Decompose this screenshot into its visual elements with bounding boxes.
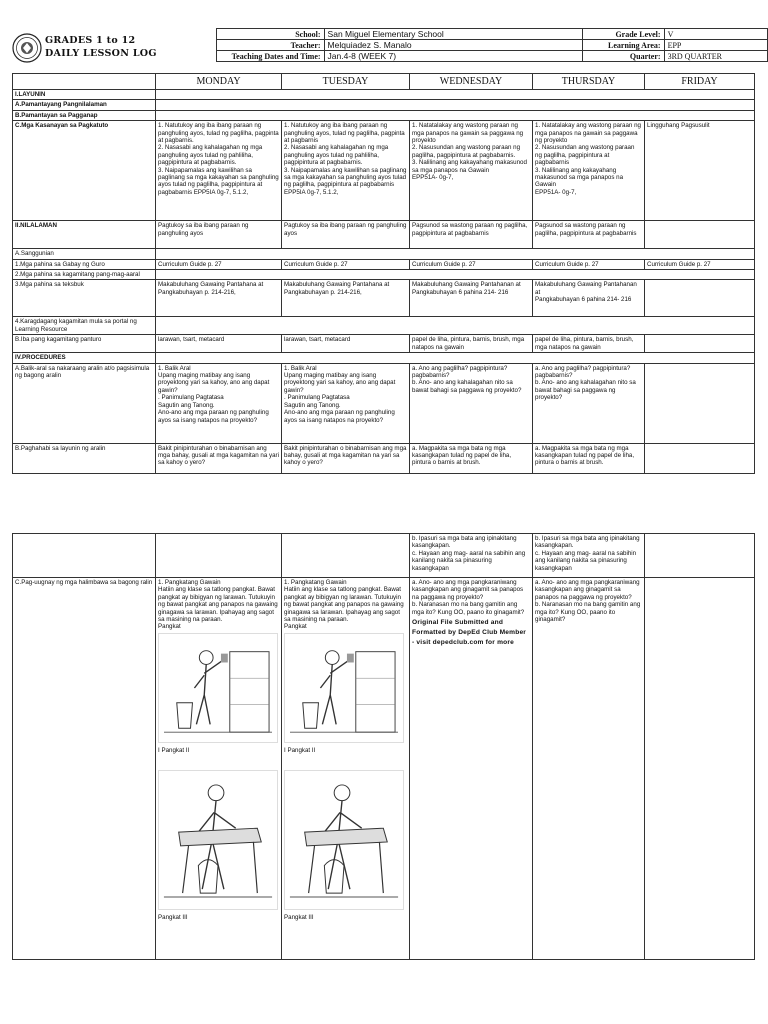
lesson-log-table-continued — [12, 533, 755, 960]
table-row — [13, 280, 755, 317]
lesson-log-table — [12, 73, 755, 474]
table-row — [13, 221, 755, 249]
row-label-pagganap: B.Pamantayan sa Pagganap — [13, 110, 156, 120]
balik-aral-thursday: a. Ano ang paglilha? pagpipintura? pagbabarnis? b. Ano- ano ang kahalagahan nito sa bawat bahagi sa paggawa ng proyekto? — [533, 363, 645, 443]
row-label-pag-uugnay: C.Pag-uugnay ng mga halimbawa sa bagong ralin — [13, 578, 156, 960]
table-row — [13, 353, 755, 363]
day-friday: FRIDAY — [645, 74, 755, 90]
pag-uugnay-monday-cell — [156, 578, 282, 960]
table-row — [13, 317, 755, 335]
logo-title — [45, 34, 157, 60]
row-label-procedures: IV.PROCEDURES — [13, 353, 156, 363]
caption-monday-2: Pangkat III — [158, 914, 188, 922]
grade-value: V — [664, 29, 767, 40]
table-row — [13, 534, 755, 578]
day-header-row — [13, 74, 755, 90]
paghahabi-wednesday: a. Magpakita sa mga bata ng mga kasangkapan tulad ng papel de liha, pintura o barnis at brush. — [410, 443, 533, 473]
paghahabi-monday: Bakit pinipinturahan o binabarnisan ang mga bahay, gusali at mga kagamitan na yari sa kahoy o yero? — [156, 443, 282, 473]
promo-note: Original File Submitted and Formatted by DepEd Club Member - visit depedclub.com for more — [412, 619, 527, 647]
row-label-layunin: I.LAYUNIN — [13, 90, 156, 100]
caption-tuesday-1: I Pangkat II — [284, 746, 316, 754]
day-monday: MONDAY — [156, 74, 282, 90]
row-label-balik-aral: A.Balik-aral sa nakaraang aralin at/o pagsisimula ng bagong aralin — [13, 363, 156, 443]
deped-seal-icon — [12, 33, 42, 63]
table-row — [13, 443, 755, 473]
pag-uugnay-tuesday: 1. Pangkatang Gawain Hatiin ang klase sa tatlong pangkat. Bawat pangkat ay bibigyan ng larawan. Tutukuyin ng bawat pangkat ang panapos na gawaing ginagawa sa larawan. Ipahayag ang sagot sa masining na paraan. Pangkat — [284, 579, 404, 631]
painting-wall-illustration — [284, 633, 404, 743]
gabay-tuesday: Curriculum Guide p. 27 — [282, 259, 410, 269]
kasanayan-monday: 1. Natutukoy ang iba ibang paraan ng panghuling ayos, tulad ng paglilha, pagpinta at pagbarnis. 2. Nasasabi ang kahalagahan ng mga panghuling ayos tulad ng pahliliha, pagpipintura at pagbabarnis. 3. Naipapamalas ang kawilihan sa paglinang sa mga kakayahan sa panghuling ayos tulad ng paglilha, pagpipintura at pagbabarnis EPP5IA 0g-7, 5.1.2, — [156, 121, 282, 221]
row-label-kagamitang-aaral: 2.Mga pahina sa kagamitang pang-mag-aaral — [13, 270, 156, 280]
day-thursday: THURSDAY — [533, 74, 645, 90]
row-label-pangnilalaman: A.Pamantayang Pangnilalaman — [13, 100, 156, 110]
teksbuk-monday: Makabuluhang Gawaing Pantahana at Pangkabuhayan p. 214-216, — [156, 280, 282, 317]
row-label-nilalaman: II.NILALAMAN — [13, 221, 156, 249]
row-label-sanggunian: A.Sanggunian — [13, 249, 156, 259]
table-row — [13, 110, 755, 120]
table-row — [13, 259, 755, 269]
balik-aral-wednesday: a. Ano ang paglilha? pagpipintura? pagbabarnis? b. Ano- ano ang kahalagahan nito sa bawat bahagi sa paggawa ng proyekto? — [410, 363, 533, 443]
table-row — [13, 100, 755, 110]
day-wednesday: WEDNESDAY — [410, 74, 533, 90]
iba-pang-wednesday: papel de liha, pintura, barnis, brush, mga natapos na gawain — [410, 335, 533, 353]
row-label-portal: 4.Karagdagang kagamitan mula sa portal ng Learning Resource — [13, 317, 156, 335]
nilalaman-friday — [645, 221, 755, 249]
paghahabi-tuesday: Bakit pinipinturahan o binabarnisan ang mga bahay, gusali at mga kagamitan na yari sa kahoy o yero? — [282, 443, 410, 473]
grade-label: Grade Level: — [583, 29, 664, 40]
painting-wall-illustration — [158, 633, 278, 743]
teksbuk-thursday: Makabuluhang Gawaing Pantahanan at Pangkabuhayan 6 pahina 214- 216 — [533, 280, 645, 317]
table-row — [13, 121, 755, 221]
sanding-table-illustration — [158, 770, 278, 910]
nilalaman-thursday: Pagsunod sa wastong paraan ng paglilha, pagpipintura at pagbabarnis — [533, 221, 645, 249]
pag-uugnay-wednesday: a. Ano- ano ang mga pangkaraniwang kasangkapan ang ginagamit sa panapos na paggawa ng proyekto? b. Naranasan mo na bang gamitin ang mga ito? Kung OO, paano ito ginagamit? — [412, 579, 525, 616]
area-label: Learning Area: — [583, 40, 664, 51]
caption-monday-1: I Pangkat II — [158, 746, 190, 754]
gabay-wednesday: Curriculum Guide p. 27 — [410, 259, 533, 269]
day-tuesday: TUESDAY — [282, 74, 410, 90]
iba-pang-monday: larawan, tsart, metacard — [156, 335, 282, 353]
pag-uugnay-wednesday-cell — [410, 578, 533, 960]
pag-uugnay-thursday: a. Ano- ano ang mga pangkaraniwang kasangkapan ang ginagamit sa panapos na paggawa ng proyekto? b. Naranasan mo na bang gamitin ang mga ito? Kung OO, paano ito ginagamit? — [533, 578, 645, 960]
quarter-value: 3RD QUARTER — [664, 51, 767, 62]
pag-uugnay-monday: 1. Pangkatang Gawain Hatiin ang klase sa tatlong pangkat. Bawat pangkat ay bibigyan ng larawan. Tutukuyin ng bawat pangkat ang panapos na gawaing ginagawa sa larawan. Ipahayag ang sagot sa masining na paraan. Pangkat — [158, 579, 278, 631]
row-label-gabay-guro: 1.Mga pahina sa Gabay ng Guro — [13, 259, 156, 269]
gabay-friday: Curriculum Guide p. 27 — [645, 259, 755, 269]
row-label-kasanayan: C.Mga Kasanayan sa Pagkatuto — [13, 121, 156, 221]
balik-aral-monday: 1. Balik Aral Upang maging matibay ang isang proyektong yari sa kahoy, ano ang dapat gawin? . Panimulang Pagtatasa Sagutin ang Tanong. Ano-ano ang mga paraan ng panghuling ayos sa isang natapos na proyekto? — [156, 363, 282, 443]
table-row — [13, 249, 755, 259]
kasanayan-thursday: 1. Natatalakay ang wastong paraan ng mga panapos na gawain sa paggawa ng proyekto 2. Nasusundan ang wastong paraan ng paglilha, pagpipintura at pagbabarnis 3. Nalilinang ang kakayahang makasunod sa mga panapos na Gawain EPP51A- 0g-7, — [533, 121, 645, 221]
row-label-iba-pang: B.Iba pang kagamitang panturo — [13, 335, 156, 353]
nilalaman-wednesday: Pagsunod sa wastong paraan ng paglilha, pagpipintura at pagbabarnis — [410, 221, 533, 249]
nilalaman-monday: Pagtukoy sa iba ibang paraan ng panghuling ayos — [156, 221, 282, 249]
table-row — [13, 90, 755, 100]
paghahabi-thursday: a. Magpakita sa mga bata ng mga kasangkapan tulad ng papel de liha, pintura o barnis at brush. — [533, 443, 645, 473]
pag-uugnay-tuesday-cell — [282, 578, 410, 960]
school-value: San Miguel Elementary School — [324, 29, 583, 40]
table-row — [13, 270, 755, 280]
teacher-label: Teacher: — [217, 40, 325, 51]
logo-line-2: DAILY LESSON LOG — [45, 48, 157, 59]
teksbuk-wednesday: Makabuluhang Gawaing Pantahanan at Pangkabuhayan 6 pahina 214- 216 — [410, 280, 533, 317]
table-row — [13, 363, 755, 443]
table-row — [13, 335, 755, 353]
iba-pang-thursday: papel de liha, pintura, barnis, brush, mga natapos na gawain — [533, 335, 645, 353]
kasanayan-friday: Lingguhang Pagsusulit — [645, 121, 755, 221]
nilalaman-tuesday: Pagtukoy sa iba ibang paraan ng panghuling ayos — [282, 221, 410, 249]
continuation-thursday: b. Ipasuri sa mga bata ang ipinakitang kasangkapan. c. Hayaan ang mag- aaral na sabihin ang kanilang nakita sa pinasuring kasangkapan — [533, 534, 645, 578]
school-label: School: — [217, 29, 325, 40]
table-row — [13, 578, 755, 960]
teacher-value: Melquiadez S. Manalo — [324, 40, 583, 51]
dates-value: Jan.4-8 (WEEK 7) — [324, 51, 583, 62]
corner-cell — [13, 74, 156, 90]
logo-line-1: GRADES 1 to 12 — [45, 35, 136, 46]
kasanayan-wednesday: 1. Natatalakay ang wastong paraan ng mga panapos na gawain sa paggawa ng proyekto 2. Nasusundan ang wastong paraan ng paglilha, pagpipintura at pagbabarnis. 3. Nalilinang ang kakayahang makasunod sa mga panapos na Gawain EPP51A- 0g-7, — [410, 121, 533, 221]
header-info-table — [216, 28, 768, 62]
iba-pang-tuesday: larawan, tsart, metacard — [282, 335, 410, 353]
sanding-table-illustration — [284, 770, 404, 910]
row-label-paghahabi: B.Paghahabi sa layunin ng aralin — [13, 443, 156, 473]
teksbuk-tuesday: Makabuluhang Gawaing Pantahana at Pangkabuhayan p. 214-216, — [282, 280, 410, 317]
gabay-thursday: Curriculum Guide p. 27 — [533, 259, 645, 269]
caption-tuesday-2: Pangkat III — [284, 914, 314, 922]
dates-label: Teaching Dates and Time: — [217, 51, 325, 62]
area-value: EPP — [664, 40, 767, 51]
kasanayan-tuesday: 1. Natutukoy ang iba ibang paraan ng panghuling ayos, tulad ng paglilha, pagpinta at pagbarnis 2. Nasasabi ang kahalagahan ng mga panghuling ayos tulad ng pahliliha, pagpipintura at pagbabarnis. 3. Naipapamalas ang kawilihan sa paglinang sa mga kakayahan sa panghuling ayos tulad ng paglilha, pagpipintura at pagbabarnis EPP5IA 0g-7, 5.1.2, — [282, 121, 410, 221]
gabay-monday: Curriculum Guide p. 27 — [156, 259, 282, 269]
quarter-label: Quarter: — [583, 51, 664, 62]
balik-aral-tuesday: 1. Balik Aral Upang maging matibay ang isang proyektong yari sa kahoy, ano ang dapat gawin? . Panimulang Pagtatasa Sagutin ang Tanong. Ano-ano ang mga paraan ng panghuling ayos sa isang natapos na proyekto? — [282, 363, 410, 443]
row-label-teksbuk: 3.Mga pahina sa teksbuk — [13, 280, 156, 317]
continuation-wednesday: b. Ipasuri sa mga bata ang ipinakitang kasangkapan. c. Hayaan ang mag- aaral na sabihin ang kanilang nakita sa pinasuring kasangkapan — [410, 534, 533, 578]
